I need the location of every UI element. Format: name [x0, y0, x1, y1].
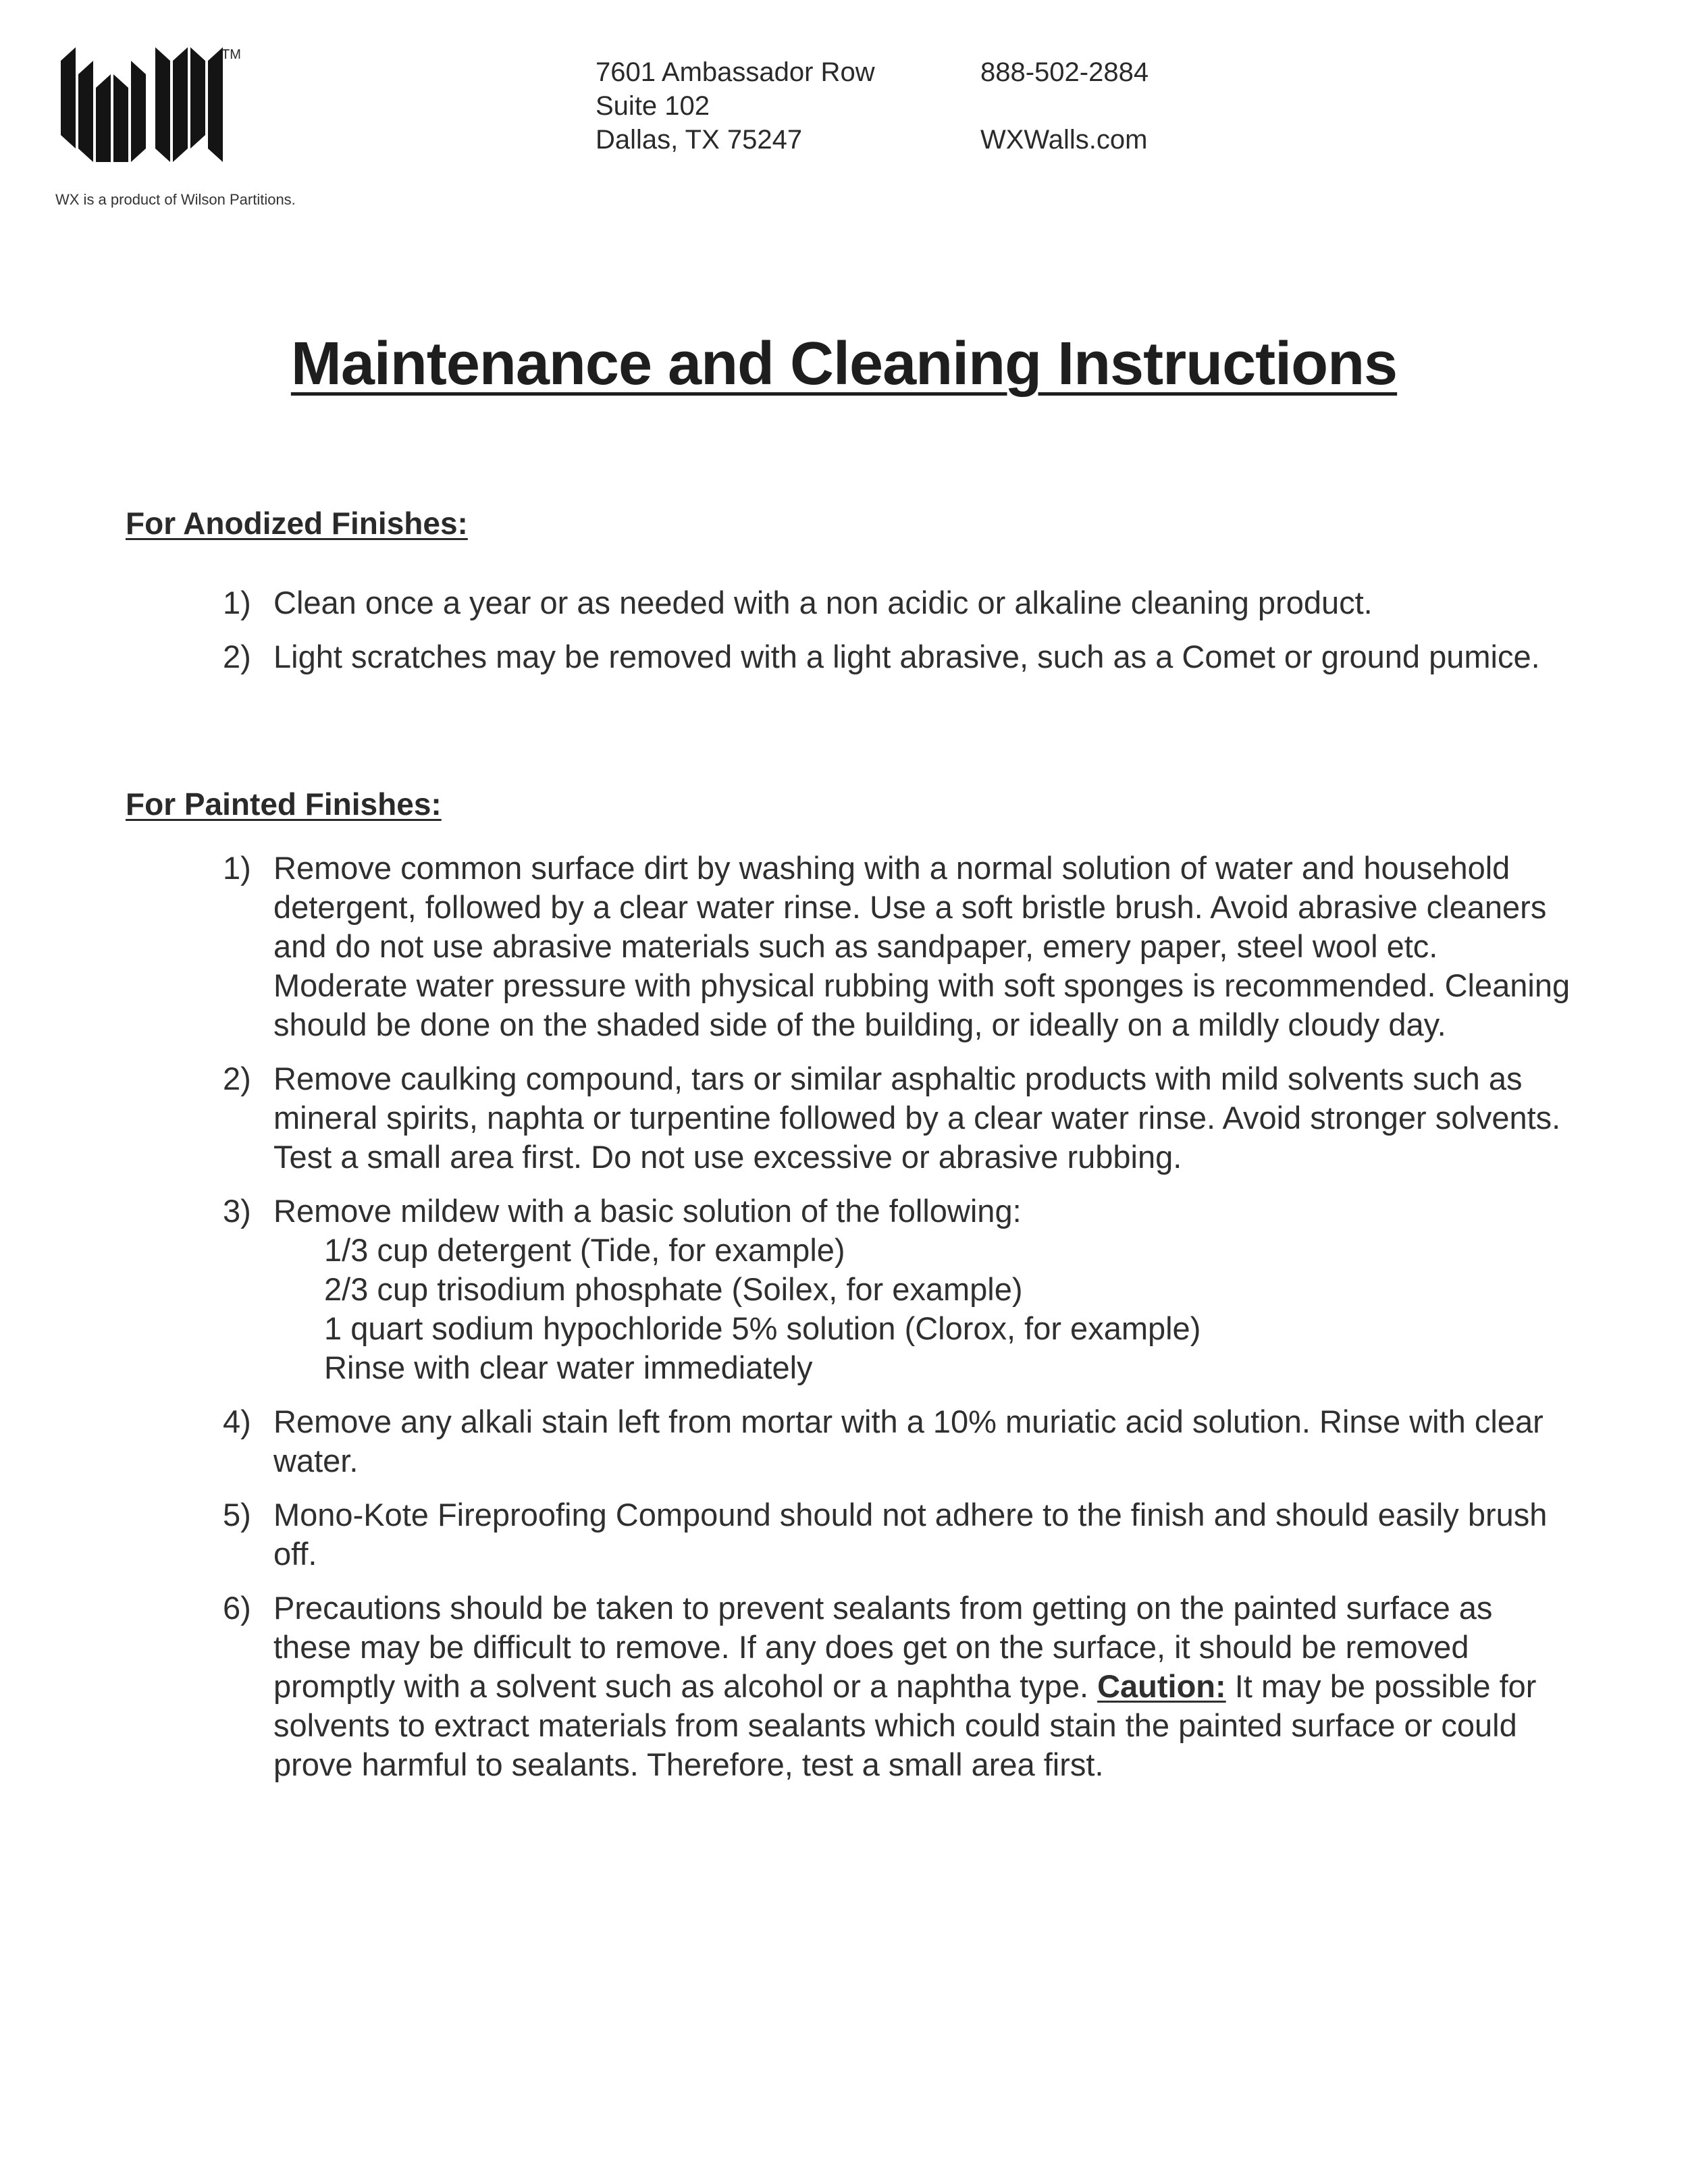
contact-block	[980, 55, 1149, 157]
wx-logo-mark	[54, 47, 230, 162]
address-line-3: Dallas, TX 75247	[596, 125, 803, 155]
list-item	[223, 1589, 1573, 1784]
item-number: 6)	[223, 1590, 251, 1626]
list-item	[223, 1059, 1573, 1177]
address-block	[596, 55, 875, 157]
address-line-1: 7601 Ambassador Row	[596, 57, 875, 87]
item-text: Remove common surface dirt by washing with a normal solution of water and household detergent, followed by a clear water rinse. Use a soft bristle brush. Avoid abrasive cleaners and do not use abrasive materials such as sandpaper, emery paper, steel wool etc. Moderate water pressure with physical rubbing with soft sponges is recommended. Cleaning should be done on the shaded side of the building, or ideally on a mildly cloudy day.	[273, 850, 1571, 1042]
item-text: Clean once a year or as needed with a non acidic or alkaline cleaning product.	[273, 585, 1373, 620]
item-number: 2)	[223, 1061, 251, 1096]
page-title: Maintenance and Cleaning Instructions	[290, 330, 1398, 398]
item-number: 1)	[223, 585, 251, 620]
list-item	[223, 1495, 1573, 1574]
item-text: Mono-Kote Fireproofing Compound should not adhere to the finish and should easily brush off.	[273, 1497, 1548, 1572]
item-number: 3)	[223, 1193, 251, 1229]
address-line-2: Suite 102	[596, 91, 710, 121]
website: WXWalls.com	[980, 125, 1148, 155]
anodized-heading: For Anodized Finishes:	[126, 506, 468, 541]
phone-number: 888-502-2884	[980, 57, 1149, 87]
sub-item: Rinse with clear water immediately	[324, 1350, 813, 1385]
item-number: 2)	[223, 639, 251, 674]
item-text: Light scratches may be removed with a light abrasive, such as a Comet or ground pumice.	[273, 639, 1540, 674]
item-text-before: Precautions should be taken to prevent sealants from getting on the painted surface as these may be difficult to remove. If any does get on the surface, it should be removed promptly with a solvent such as alcohol or a naphtha type.	[273, 1590, 1493, 1704]
sub-item: 1 quart sodium hypochloride 5% solution (Clorox, for example)	[324, 1310, 1201, 1346]
item-text: Remove mildew with a basic solution of the following:	[273, 1193, 1022, 1229]
item-text-after: It may be possible for solvents to extract materials from sealants which could stain the painted surface or could prove harmful to sealants. Therefore, test a small area first.	[273, 1668, 1537, 1782]
list-item	[223, 849, 1573, 1044]
tagline: WX is a product of Wilson Partitions.	[55, 191, 296, 208]
wx-logo	[54, 47, 257, 169]
painted-list	[223, 849, 1573, 1799]
list-item	[223, 637, 1573, 676]
list-item	[223, 1192, 1573, 1387]
item-number: 5)	[223, 1497, 251, 1533]
item-text: Remove caulking compound, tars or similar asphaltic products with mild solvents such as mineral spirits, naphta or turpentine followed by a clear water rinse. Avoid stronger solvents. Test a small area first. Do not use excessive or abrasive rubbing.	[273, 1061, 1561, 1175]
list-item	[223, 583, 1573, 622]
trademark-symbol: TM	[221, 47, 241, 62]
list-item	[223, 1402, 1573, 1481]
item-text: Remove any alkali stain left from mortar with a 10% muriatic acid solution. Rinse with clear water.	[273, 1404, 1544, 1479]
anodized-list	[223, 583, 1573, 691]
item-number: 1)	[223, 850, 251, 886]
item-number: 4)	[223, 1404, 251, 1439]
sub-item: 2/3 cup trisodium phosphate (Soilex, for example)	[324, 1271, 1023, 1307]
sub-item: 1/3 cup detergent (Tide, for example)	[324, 1232, 845, 1268]
caution-label: Caution:	[1097, 1668, 1226, 1704]
painted-heading: For Painted Finishes:	[126, 787, 442, 822]
